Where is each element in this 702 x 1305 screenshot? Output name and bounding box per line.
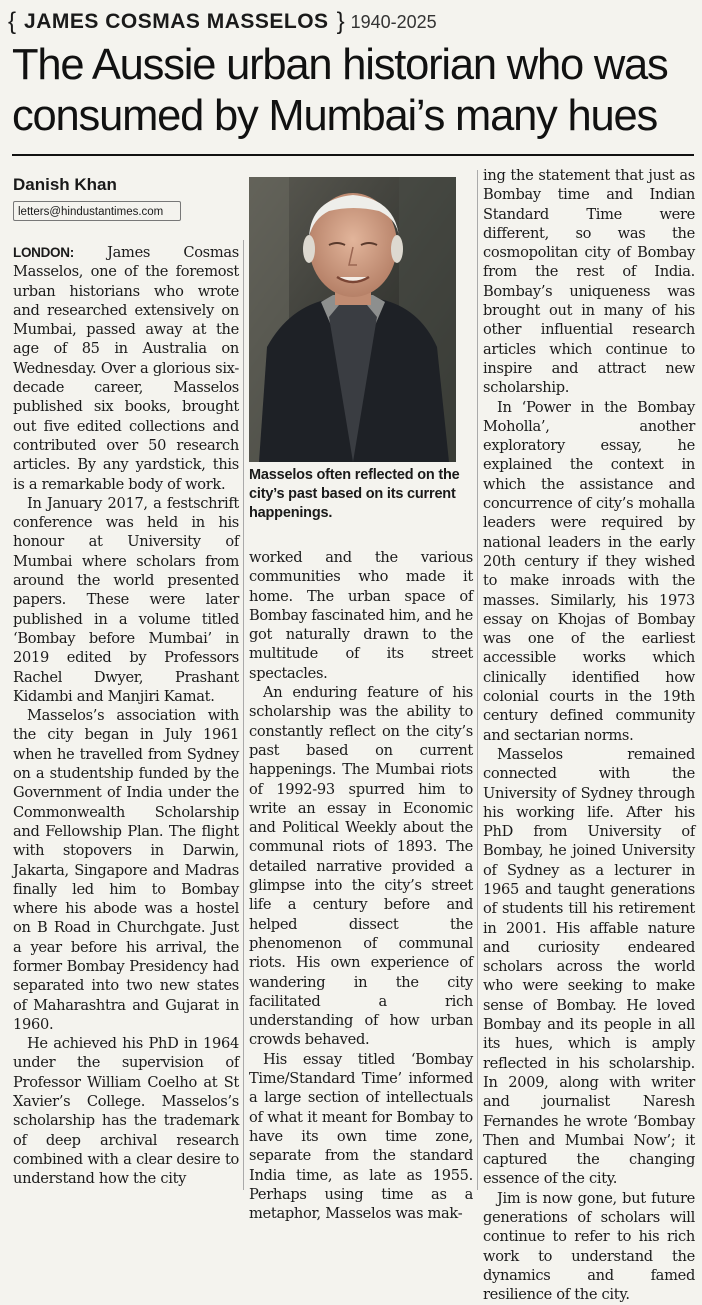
article-column-3	[483, 166, 695, 1305]
article-paragraph: Jim is now gone, but future generations of scholars will continue to refer to his rich work to understand the dynamics and famed resilience of the city.	[483, 1189, 695, 1304]
byline-email[interactable]: letters@hindustantimes.com	[13, 201, 181, 221]
kicker-years: 1940-2025	[350, 11, 437, 32]
kicker-close-brace: }	[336, 8, 345, 35]
column-divider	[477, 170, 478, 1190]
headline: The Aussie urban historian who was consumed by Mumbai’s many hues	[12, 41, 668, 140]
article-paragraph: LONDON: James Cosmas Masselos, one of the foremost urban historians who wrote and researched extensively on Mumbai, passed away at the age of 85 in Australia on Wednesday. Over a glorious six-decade career, Masselos published six books, brought out five edited collections and contributed over 50 research articles. By any yardstick, this is a remarkable body of work.	[13, 244, 239, 493]
article-paragraph: worked and the various communities who made it home. The urban space of Bombay fascinated him, and he got naturally drawn to the multitude of its street spectacles.	[249, 549, 473, 682]
dateline: LONDON:	[13, 245, 74, 260]
article-paragraph: An enduring feature of his scholarship was the ability to constantly reflect on the city’s past based on current happenings. The Mumbai riots of 1992-93 spurred him to write an essay in Economic and Political Weekly about the communal riots of 1893. The detailed narrative provided a glimpse into the city’s street life a century before and helped dissect the phenomenon of communal riots. His own experience of wandering in the city facilitated a rich understanding of how urban crowds behaved.	[249, 684, 473, 1049]
headline-rule	[12, 154, 694, 156]
article-paragraph: In ‘Power in the Bombay Moholla’, another exploratory essay, he explained the context in which the assistance and concurrence of city’s mohalla leaders were required by national leaders in the early 20th century if they wished to make inroads with the masses. Similarly, his 1973 essay on Khojas of Bombay was one of the earliest accessible works which clinically identified how colonial courts in the 19th century defined community and sectarian norms.	[483, 398, 695, 744]
article-paragraph: ing the statement that just as Bombay time and Indian Standard Time were different, so was the cosmopolitan city of Bombay from the rest of India. Bombay’s uniqueness was brought out in many of his other influential research articles which continue to inspire and attract new scholarship.	[483, 167, 695, 397]
kicker	[6, 4, 696, 40]
article-column-1	[13, 243, 239, 1189]
article-paragraph: Masselos’s association with the city began in July 1961 when he travelled from Sydney on a studentship funded by the Government of India under the Commonwealth Scholarship and Fellowship Plan. The flight with stopovers in Darwin, Jakarta, Singapore and Madras finally led him to Bombay where his abode was a hostel on B Road in Churchgate. Just a year before his arrival, the former Bombay Presidency had separated into two new states of Maharashtra and Gujarat in 1960.	[13, 707, 239, 1033]
article-column-2	[249, 548, 473, 1223]
article-paragraph: Masselos remained connected with the University of Sydney through his working life. After his PhD from University of Bombay, he joined University of Sydney as a lecturer in 1965 and taught generations of students till his retirement in 2001. His affable nature and curiosity endeared scholars across the world who were seeking to make sense of Bombay. He loved Bombay and its people in all its hues, which is amply reflected in his scholarship. In 2009, along with writer and journalist Naresh Fernandes he wrote ‘Bombay Then and Mumbai Now’; it captured the changing essence of the city.	[483, 745, 695, 1188]
portrait-photo	[249, 177, 456, 462]
article-paragraph: His essay titled ‘Bombay Time/Standard Time’ informed a large section of intellectuals of what it meant for Bombay to have its own time zone, separate from the standard India time, as late as 1955. Perhaps using time as a metaphor, Masselos was mak-	[249, 1050, 473, 1223]
kicker-name: JAMES COSMAS MASSELOS	[24, 10, 329, 33]
byline-author: Danish Khan	[13, 175, 117, 194]
column-divider	[243, 240, 244, 1190]
kicker-open-brace: {	[8, 8, 17, 35]
article-paragraph: In January 2017, a festschrift conference was held in his honour at University of Mumbai where scholars from around the world presented papers. These were later published in a volume titled ‘Bombay before Mumbai’ in 2019 edited by Professors Rachel Dwyer, Prashant Kidambi and Manjiri Kamat.	[13, 494, 239, 705]
photo-caption: Masselos often reflected on the city’s past based on its current happenings.	[249, 467, 460, 521]
article-paragraph: He achieved his PhD in 1964 under the supervision of Professor William Coelho at St Xavier’s College. Masselos’s scholarship has the trademark of deep archival research combined with a clear desire to understand how the city	[13, 1035, 239, 1188]
